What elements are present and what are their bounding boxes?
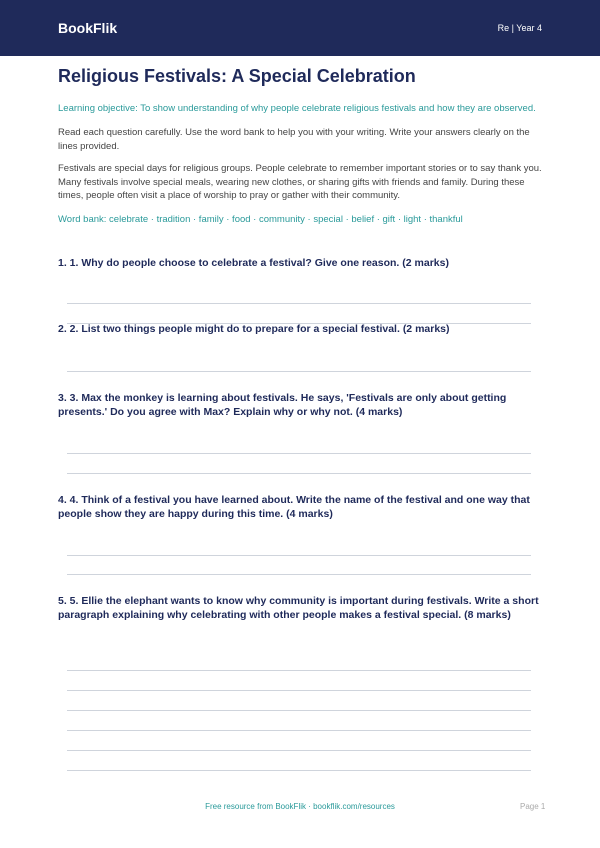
learning-objective: Learning objective: To show understanding of why people celebrate religious festivals and how they are observed. bbox=[58, 103, 536, 114]
answer-line[interactable] bbox=[67, 453, 531, 454]
brand-logo[interactable]: BookFlik bbox=[58, 20, 118, 36]
question-1: 1. 1. Why do people choose to celebrate a festival? Give one reason. (2 marks) bbox=[58, 257, 449, 269]
answer-line[interactable] bbox=[67, 710, 531, 711]
subject-year-label: Re | Year 4 bbox=[497, 23, 542, 33]
answer-line[interactable] bbox=[67, 670, 531, 671]
question-4: 4. 4. Think of a festival you have learned about. Write the name of the festival and one way that people show they are happy during this time. (4 marks) bbox=[58, 494, 530, 520]
question-3: 3. 3. Max the monkey is learning about festivals. He says, 'Festivals are only about getting presents.' Do you agree with Max? Explain why or why not. (4 marks) bbox=[58, 392, 507, 418]
answer-line[interactable] bbox=[67, 371, 531, 372]
page-title: Religious Festivals: A Special Celebration bbox=[58, 66, 416, 86]
instructions-text: Read each question carefully. Use the word bank to help you with your writing. Write your answers clearly on the lines provided. bbox=[58, 127, 530, 152]
answer-line[interactable] bbox=[67, 555, 531, 556]
footer-credit[interactable]: Free resource from BookFlik · bookflik.com/resources bbox=[205, 802, 395, 811]
word-bank: Word bank: celebrate · tradition · family · food · community · special · belief · gift · light · thankful bbox=[58, 213, 463, 225]
intro-section bbox=[58, 64, 544, 226]
intro-text: Festivals are special days for religious groups. People celebrate to remember important stories or to say thank you. Many festivals involve special meals, wearing new clothes, or sharing gifts with friends and family. During these times, people often visit a place of worship to pray or gather with their community. bbox=[58, 163, 542, 201]
page-number: Page 1 bbox=[520, 802, 546, 811]
answer-line[interactable] bbox=[67, 574, 531, 575]
question-5: 5. 5. Ellie the elephant wants to know why community is important during festivals. Write a short paragraph explaining why celebrating with other people makes a festival special. (8 marks) bbox=[58, 595, 539, 621]
answer-line[interactable] bbox=[67, 750, 531, 751]
answer-line[interactable] bbox=[67, 730, 531, 731]
answer-line[interactable] bbox=[67, 770, 531, 771]
answer-line[interactable] bbox=[67, 690, 531, 691]
question-2: 2. 2. List two things people might do to prepare for a special festival. (2 marks) bbox=[58, 323, 450, 335]
answer-line[interactable] bbox=[67, 473, 531, 474]
answer-line[interactable] bbox=[67, 303, 531, 304]
header-bar bbox=[0, 0, 600, 56]
